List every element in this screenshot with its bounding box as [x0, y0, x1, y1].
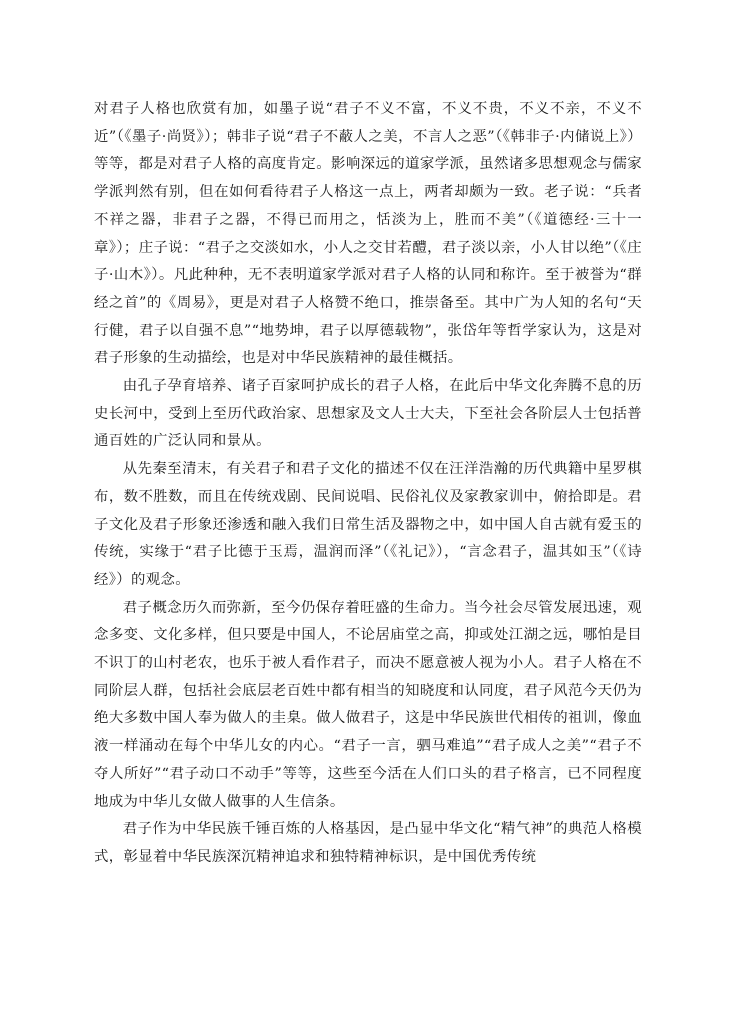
paragraph: 君子作为中华民族千锤百炼的人格基因，是凸显中华文化“精气神”的典范人格模式，彰显着中华民族深沉精神追求和独特精神标识，是中国优秀传统 — [94, 821, 642, 865]
paragraph: 君子概念历久而弥新，至今仍保存着旺盛的生命力。当今社会尽管发展迅速，观念多变、文化多样，但只要是中国人，不论居庙堂之高，抑或处江湖之远，哪怕是目不识丁的山村老农，也乐于被人看作君子，而决不愿意被人视为小人。君子人格在不同阶层人群，包括社会底层老百姓中都有相当的知晓度和认同度，君子风范今天仍为绝大多数中国人奉为做人的圭臬。做人做君子，这是中华民族世代相传的祖训，像血液一样涌动在每个中华儿女的内心。“君子一言，驷马难追”“君子成人之美”“君子不夺人所好”“君子动口不动手”等等，这些至今活在人们口头的君子格言，已不同程度地成为中华儿女做人做事的人生信条。 — [94, 599, 642, 810]
body-text — [94, 96, 642, 872]
paragraph: 由孔子孕育培养、诸子百家呵护成长的君子人格，在此后中华文化奔腾不息的历史长河中，受到上至历代政治家、思想家及文人士大夫，下至社会各阶层人士包括普通百姓的广泛认同和景从。 — [94, 378, 642, 450]
paragraph: 从先秦至清末，有关君子和君子文化的描述不仅在汪洋浩瀚的历代典籍中星罗棋布，数不胜数，而且在传统戏剧、民间说唱、民俗礼仪及家教家训中，俯拾即是。君子文化及君子形象还渗透和融入我们日常生活及器物之中，如中国人自古就有爱玉的传统，实缘于“君子比德于玉焉，温润而泽”（《礼记》），“言念君子，温其如玉”（《诗经》）的观念。 — [94, 461, 642, 588]
paragraph: 对君子人格也欣赏有加，如墨子说“君子不义不富，不义不贵，不义不亲，不义不近”（《墨子·尚贤》）；韩非子说“君子不蔽人之美，不言人之恶”（《韩非子·内储说上》）等等，都是对君子人格的高度肯定。影响深远的道家学派，虽然诸多思想观念与儒家学派判然有别，但在如何看待君子人格这一点上，两者却颇为一致。老子说：“兵者不祥之器，非君子之器，不得已而用之，恬淡为上，胜而不美”（《道德经·三十一章》）；庄子说：“君子之交淡如水，小人之交甘若醴，君子淡以亲，小人甘以绝”（《庄子·山木》）。凡此种种，无不表明道家学派对君子人格的认同和称许。至于被誉为“群经之首”的《周易》，更是对君子人格赞不绝口，推崇备至。其中广为人知的名句“天行健，君子以自强不息”“地势坤，君子以厚德载物”，张岱年等哲学家认为，这是对君子形象的生动描绘，也是对中华民族精神的最佳概括。 — [94, 101, 642, 367]
